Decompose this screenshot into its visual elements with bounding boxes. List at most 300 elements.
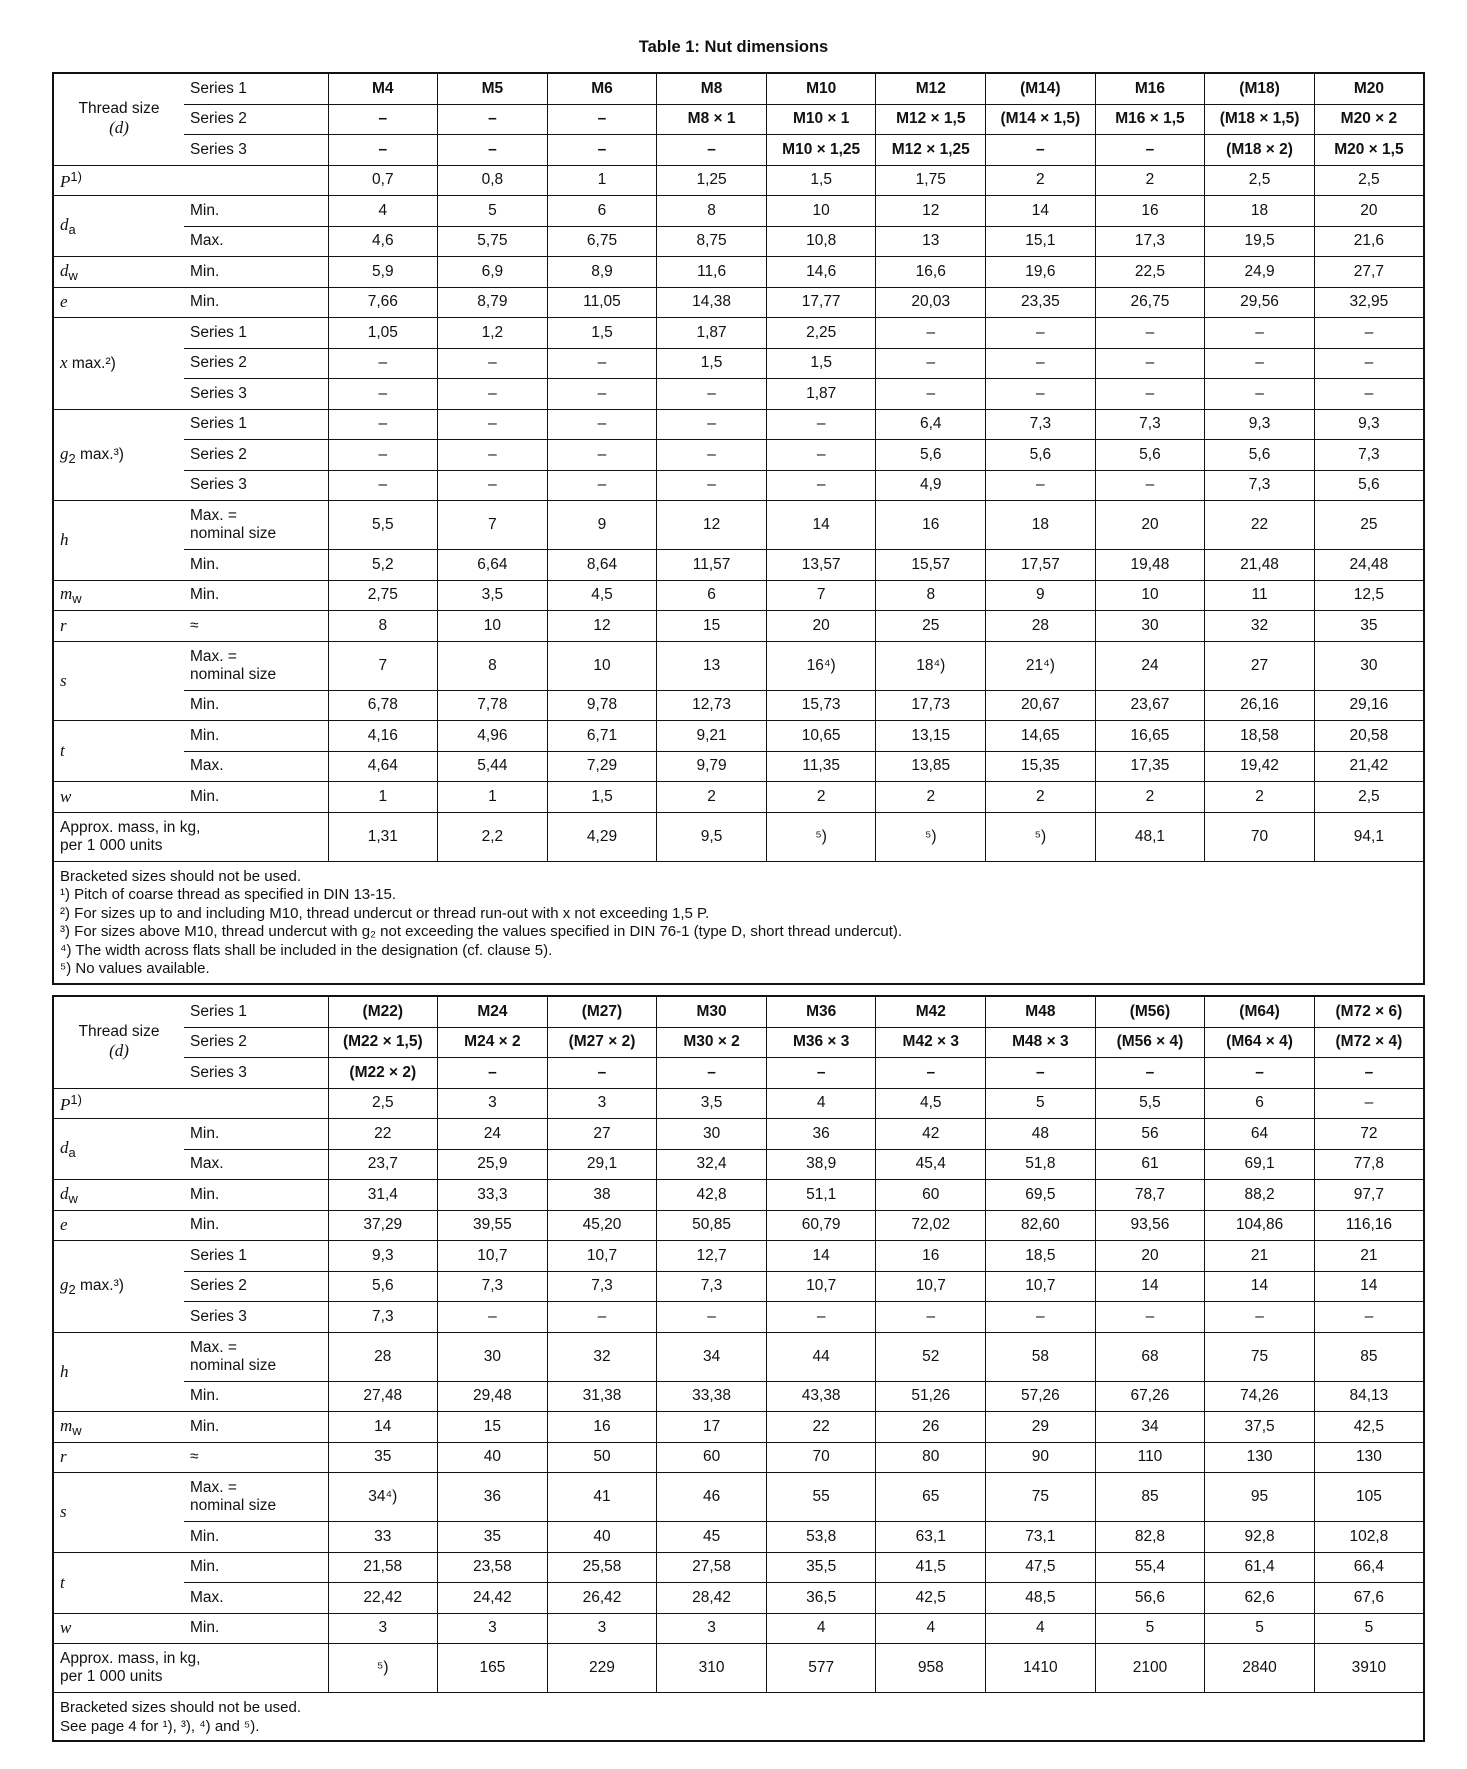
value-cell: 18 [986, 501, 1096, 550]
thread-size-cell: – [547, 104, 657, 135]
value-cell: 33,3 [438, 1180, 548, 1211]
value-cell: 6,75 [547, 226, 657, 257]
thread-size-cell: – [986, 135, 1096, 166]
table-row [53, 690, 1424, 721]
thread-size-cell: M42 × 3 [876, 1027, 986, 1058]
value-cell: 10,7 [766, 1271, 876, 1302]
value-cell: 1,5 [547, 782, 657, 813]
parameter-symbol: w [60, 1618, 72, 1638]
footnote: ³) For sizes above M10, thread undercut with g₂ not exceeding the values specified in DIN 76-1 (type D, short thread undercut). [60, 923, 903, 940]
mass-value-cell: 2840 [1205, 1644, 1315, 1693]
row-label [184, 440, 328, 471]
value-cell: 21,58 [328, 1552, 438, 1583]
value-cell: 27,58 [657, 1552, 767, 1583]
value-cell: 13,85 [876, 751, 986, 782]
value-cell: – [1314, 348, 1424, 379]
thread-size-cell: M42 [876, 996, 986, 1027]
value-cell: 29 [986, 1412, 1096, 1443]
value-cell: 51,8 [986, 1149, 1096, 1180]
value-cell: – [986, 470, 1096, 501]
value-cell: 36,5 [766, 1583, 876, 1614]
row-label-text-2: nominal size [190, 1497, 277, 1514]
value-cell: 7,3 [547, 1271, 657, 1302]
mass-value-cell: 2100 [1095, 1644, 1205, 1693]
value-cell: 8 [328, 611, 438, 642]
value-cell: 31,4 [328, 1180, 438, 1211]
value-cell: 21⁴) [986, 641, 1096, 690]
table-row [53, 379, 1424, 410]
parameter-label [53, 196, 184, 257]
value-cell: 18 [1205, 196, 1315, 227]
value-cell: 24 [438, 1119, 548, 1150]
value-cell: 20 [1095, 1241, 1205, 1272]
parameter-suffix: max.³) [75, 1277, 124, 1295]
value-cell: 50,85 [657, 1210, 767, 1241]
parameter-label [53, 1210, 184, 1241]
thread-size-cell: – [986, 1058, 1096, 1089]
row-label [184, 550, 328, 581]
thread-size-cell: (M27 × 2) [547, 1027, 657, 1058]
value-cell: 50 [547, 1442, 657, 1473]
value-cell: 1 [328, 782, 438, 813]
value-cell: 10,7 [438, 1241, 548, 1272]
mass-value-cell: ⁵) [876, 812, 986, 861]
parameter-subscript: w [68, 267, 78, 283]
value-cell: 10 [438, 611, 548, 642]
value-cell: – [986, 379, 1096, 410]
footnote: ⁵) No values available. [60, 960, 210, 977]
value-cell: 16 [1095, 196, 1205, 227]
row-label [184, 379, 328, 410]
table-row [53, 1241, 1424, 1272]
thread-size-cell: (M56) [1095, 996, 1205, 1027]
value-cell: 8,75 [657, 226, 767, 257]
value-cell: 57,26 [986, 1381, 1096, 1412]
thread-size-cell: M6 [547, 73, 657, 104]
thread-size-cell: M20 × 2 [1314, 104, 1424, 135]
value-cell: 9,21 [657, 721, 767, 752]
mass-label-text-2: per 1 000 units [60, 1668, 163, 1685]
parameter-label [53, 1412, 184, 1443]
row-label-text: Series 1 [190, 323, 247, 341]
table-row [53, 1271, 1424, 1302]
value-cell: 14 [766, 501, 876, 550]
value-cell: 10 [1095, 580, 1205, 611]
row-label-text: Max. = [190, 1338, 237, 1356]
value-cell: 88,2 [1205, 1180, 1315, 1211]
thread-size-row [53, 73, 1424, 104]
parameter-symbol: r [60, 1447, 67, 1467]
table-row [53, 470, 1424, 501]
thread-size-cell: M20 × 1,5 [1314, 135, 1424, 166]
value-cell: 16 [876, 501, 986, 550]
value-cell: 4 [876, 1613, 986, 1644]
value-cell: 34⁴) [328, 1473, 438, 1522]
value-cell: 19,42 [1205, 751, 1315, 782]
parameter-footnote: 1) [70, 1091, 82, 1107]
value-cell: 24,48 [1314, 550, 1424, 581]
table-row [53, 1332, 1424, 1381]
series-label: Series 2 [184, 104, 328, 135]
value-cell: 0,7 [328, 165, 438, 196]
thread-size-cell: – [547, 135, 657, 166]
value-cell: 65 [876, 1473, 986, 1522]
value-cell: 8 [657, 196, 767, 227]
parameter-label [53, 1241, 184, 1333]
value-cell: 28,42 [657, 1583, 767, 1614]
value-cell: 69,1 [1205, 1149, 1315, 1180]
footnote: See page 4 for ¹), ³), ⁴) and ⁵). [60, 1717, 260, 1735]
value-cell: 90 [986, 1442, 1096, 1473]
value-cell: – [328, 379, 438, 410]
thread-size-cell: M20 [1314, 73, 1424, 104]
value-cell: 2 [766, 782, 876, 813]
value-cell: – [1205, 379, 1315, 410]
value-cell: – [1095, 379, 1205, 410]
value-cell: 5,6 [1095, 440, 1205, 471]
value-cell: 102,8 [1314, 1522, 1424, 1553]
value-cell: 2 [657, 782, 767, 813]
value-cell: – [547, 470, 657, 501]
value-cell: 12 [876, 196, 986, 227]
value-cell: 7,3 [657, 1271, 767, 1302]
row-label-text: Min. [190, 1124, 220, 1142]
row-label [184, 196, 328, 227]
value-cell: 116,16 [1314, 1210, 1424, 1241]
value-cell: 17,35 [1095, 751, 1205, 782]
value-cell: 20 [1314, 196, 1424, 227]
value-cell: 28 [986, 611, 1096, 642]
footnote: Bracketed sizes should not be used. [60, 1699, 301, 1716]
row-label-text: Min. [190, 726, 220, 744]
parameter-label [53, 1332, 184, 1412]
mass-value-cell: 2,2 [438, 812, 548, 861]
parameter-symbol: s [60, 670, 67, 690]
table-row [53, 1613, 1424, 1644]
value-cell: 60 [657, 1442, 767, 1473]
value-cell: 26,42 [547, 1583, 657, 1614]
value-cell: 13,57 [766, 550, 876, 581]
thread-size-label [53, 996, 184, 1088]
value-cell: 36 [766, 1119, 876, 1150]
mass-label-text-2: per 1 000 units [60, 836, 163, 854]
row-label [184, 1583, 328, 1614]
table-row [53, 196, 1424, 227]
value-cell: 32,4 [657, 1149, 767, 1180]
row-label-text: Max. [190, 1588, 224, 1606]
thread-size-cell: M48 [986, 996, 1096, 1027]
value-cell: 69,5 [986, 1180, 1096, 1211]
value-cell: 10,7 [876, 1271, 986, 1302]
value-cell: – [438, 409, 548, 440]
row-label [184, 470, 328, 501]
value-cell: 64 [1205, 1119, 1315, 1150]
value-cell: 77,8 [1314, 1149, 1424, 1180]
thread-size-cell: (M22) [328, 996, 438, 1027]
thread-size-cell: (M18 × 2) [1205, 135, 1315, 166]
value-cell: 11,35 [766, 751, 876, 782]
row-label [184, 1522, 328, 1553]
value-cell: 7,78 [438, 690, 548, 721]
row-label-text: Series 2 [190, 354, 247, 372]
value-cell: 1,5 [766, 165, 876, 196]
row-label [184, 580, 328, 611]
table-row [53, 721, 1424, 752]
value-cell: 3 [438, 1088, 548, 1119]
value-cell: 11,57 [657, 550, 767, 581]
parameter-footnote: 1) [70, 168, 82, 184]
parameter-symbol: e [60, 1215, 68, 1235]
thread-size-cell: M30 × 2 [657, 1027, 767, 1058]
value-cell: 5 [1205, 1613, 1315, 1644]
parameter-symbol: h [60, 1361, 69, 1381]
thread-size-cell: – [766, 1058, 876, 1089]
value-cell: 2 [876, 782, 986, 813]
table-title: Table 1: Nut dimensions [638, 38, 829, 56]
parameter-label [53, 611, 184, 642]
value-cell: – [547, 379, 657, 410]
value-cell: – [1095, 318, 1205, 349]
footnotes [53, 861, 1424, 984]
value-cell: 84,13 [1314, 1381, 1424, 1412]
value-cell: 22 [1205, 501, 1315, 550]
parameter-label [53, 1180, 184, 1211]
value-cell: 9,79 [657, 751, 767, 782]
value-cell: 4,64 [328, 751, 438, 782]
row-label-text: Min. [190, 1185, 220, 1203]
row-label-text: Max. = [190, 1479, 237, 1496]
value-cell: 2,75 [328, 580, 438, 611]
value-cell: 7,66 [328, 287, 438, 318]
value-cell: 51,26 [876, 1381, 986, 1412]
value-cell: 2,5 [1205, 165, 1315, 196]
row-label-text: Min. [190, 1417, 220, 1435]
value-cell: – [1314, 1088, 1424, 1119]
mass-row [53, 812, 1424, 861]
table-row [53, 1149, 1424, 1180]
value-cell: 32 [1205, 611, 1315, 642]
value-cell: 60 [876, 1180, 986, 1211]
footnote: Bracketed sizes should not be used. [60, 867, 301, 885]
value-cell: 7,3 [1205, 470, 1315, 501]
parameter-label [53, 1552, 184, 1613]
table-row [53, 1442, 1424, 1473]
value-cell: 12,5 [1314, 580, 1424, 611]
value-cell: 36 [438, 1473, 548, 1522]
mass-label-text: Approx. mass, in kg, [60, 818, 201, 836]
table-row [53, 165, 1424, 196]
value-cell: 67,6 [1314, 1583, 1424, 1614]
value-cell: 2,5 [1314, 782, 1424, 813]
row-label-text: Series 3 [190, 1307, 247, 1325]
value-cell: 44 [766, 1332, 876, 1381]
row-label [184, 1119, 328, 1150]
value-cell: 51,1 [766, 1180, 876, 1211]
thread-size-cell: M48 × 3 [986, 1027, 1096, 1058]
value-cell: 16⁴) [766, 641, 876, 690]
mass-value-cell: 1410 [986, 1644, 1096, 1693]
value-cell: 27 [547, 1119, 657, 1150]
value-cell: 1,25 [657, 165, 767, 196]
thread-size-cell: (M22 × 1,5) [328, 1027, 438, 1058]
row-label-text: Min. [190, 696, 220, 714]
thread-size-cell: M4 [328, 73, 438, 104]
value-cell: 26,16 [1205, 690, 1315, 721]
row-label-text: Min. [190, 1387, 220, 1405]
parameter-subscript: a [68, 222, 76, 238]
value-cell: 37,29 [328, 1210, 438, 1241]
value-cell: 14,65 [986, 721, 1096, 752]
value-cell: 85 [1314, 1332, 1424, 1381]
value-cell: 72,02 [876, 1210, 986, 1241]
thread-size-cell: – [1095, 135, 1205, 166]
row-label-text-2: nominal size [190, 665, 277, 683]
series-label: Series 2 [184, 1027, 328, 1058]
value-cell: 20,03 [876, 287, 986, 318]
mass-value-cell: ⁵) [766, 812, 876, 861]
value-cell: 27,48 [328, 1381, 438, 1412]
value-cell: 3 [657, 1613, 767, 1644]
value-cell: 4 [328, 196, 438, 227]
nut-dimensions-table-2 [52, 995, 1425, 1742]
row-label [184, 257, 328, 288]
thread-size-cell: (M64) [1205, 996, 1315, 1027]
parameter-symbol: P [60, 1094, 71, 1114]
value-cell: 9 [547, 501, 657, 550]
thread-size-cell: – [657, 135, 767, 166]
thread-size-row [53, 1027, 1424, 1058]
row-label [184, 1473, 328, 1522]
table-row [53, 318, 1424, 349]
value-cell: 30 [1314, 641, 1424, 690]
row-label [184, 318, 328, 349]
value-cell: 130 [1314, 1442, 1424, 1473]
parameter-symbol: m [60, 1415, 73, 1435]
row-label [184, 751, 328, 782]
parameter-label [53, 782, 184, 813]
value-cell: 5,5 [328, 501, 438, 550]
value-cell: 9,3 [1205, 409, 1315, 440]
thread-size-cell: M16 [1095, 73, 1205, 104]
value-cell: 35 [438, 1522, 548, 1553]
value-cell: 20,58 [1314, 721, 1424, 752]
value-cell: 4,5 [547, 580, 657, 611]
value-cell: 61,4 [1205, 1552, 1315, 1583]
value-cell: – [1314, 1302, 1424, 1333]
row-label [184, 1271, 328, 1302]
row-label [184, 611, 328, 642]
value-cell: 41 [547, 1473, 657, 1522]
value-cell: 14 [986, 196, 1096, 227]
value-cell: 5,6 [1314, 470, 1424, 501]
value-cell: 9,78 [547, 690, 657, 721]
value-cell: 24 [1095, 641, 1205, 690]
value-cell: 75 [1205, 1332, 1315, 1381]
value-cell: 21 [1205, 1241, 1315, 1272]
value-cell: 10 [547, 641, 657, 690]
value-cell: 25,58 [547, 1552, 657, 1583]
value-cell: – [1095, 470, 1205, 501]
value-cell: 29,1 [547, 1149, 657, 1180]
value-cell: – [1095, 348, 1205, 379]
value-cell: – [438, 470, 548, 501]
value-cell: 23,67 [1095, 690, 1205, 721]
parameter-subscript: a [68, 1145, 76, 1161]
value-cell: 1,87 [657, 318, 767, 349]
value-cell: 22 [766, 1412, 876, 1443]
value-cell: 30 [657, 1119, 767, 1150]
value-cell: 2 [1095, 165, 1205, 196]
thread-size-cell: M8 [657, 73, 767, 104]
row-label-text-2: nominal size [190, 1356, 277, 1374]
mass-label [53, 1644, 328, 1693]
value-cell: 25 [1314, 501, 1424, 550]
value-cell: 92,8 [1205, 1522, 1315, 1553]
value-cell: 19,48 [1095, 550, 1205, 581]
value-cell: 85 [1095, 1473, 1205, 1522]
value-cell: 20,67 [986, 690, 1096, 721]
mass-value-cell: 958 [876, 1644, 986, 1693]
mass-value-cell: 48,1 [1095, 812, 1205, 861]
value-cell: 6 [547, 196, 657, 227]
value-cell: – [986, 318, 1096, 349]
thread-size-row [53, 996, 1424, 1027]
value-cell: 24,42 [438, 1583, 548, 1614]
value-cell: 35,5 [766, 1552, 876, 1583]
value-cell: 6 [1205, 1088, 1315, 1119]
value-cell: 7 [766, 580, 876, 611]
value-cell: 72 [1314, 1119, 1424, 1150]
thread-size-cell: – [1314, 1058, 1424, 1089]
value-cell: 21,48 [1205, 550, 1315, 581]
notes-row [53, 1693, 1424, 1742]
value-cell: 25 [876, 611, 986, 642]
row-label [184, 287, 328, 318]
value-cell: 7,3 [438, 1271, 548, 1302]
value-cell: 27 [1205, 641, 1315, 690]
value-cell: 14 [1095, 1271, 1205, 1302]
thread-size-cell: – [657, 1058, 767, 1089]
value-cell: 34 [1095, 1412, 1205, 1443]
value-cell: 67,26 [1095, 1381, 1205, 1412]
thread-size-cell: M12 × 1,5 [876, 104, 986, 135]
value-cell: 75 [986, 1473, 1096, 1522]
row-label [184, 1302, 328, 1333]
row-label [184, 782, 328, 813]
value-cell: 45,20 [547, 1210, 657, 1241]
value-cell: – [1095, 1302, 1205, 1333]
thread-size-cell: (M64 × 4) [1205, 1027, 1315, 1058]
value-cell: – [547, 1302, 657, 1333]
thread-size-cell: (M14) [986, 73, 1096, 104]
row-label-text: Min. [190, 262, 220, 280]
thread-size-cell: – [1095, 1058, 1205, 1089]
parameter-label [53, 580, 184, 611]
value-cell: 4,96 [438, 721, 548, 752]
value-cell: 3,5 [438, 580, 548, 611]
value-cell: 7,3 [986, 409, 1096, 440]
thread-size-cell: – [438, 104, 548, 135]
value-cell: 104,86 [1205, 1210, 1315, 1241]
value-cell: 32 [547, 1332, 657, 1381]
value-cell: 22,42 [328, 1583, 438, 1614]
value-cell: 19,6 [986, 257, 1096, 288]
table-row [53, 1180, 1424, 1211]
value-cell: 5 [438, 196, 548, 227]
thread-size-cell: – [328, 104, 438, 135]
value-cell: 2 [986, 165, 1096, 196]
value-cell: 42,5 [1314, 1412, 1424, 1443]
